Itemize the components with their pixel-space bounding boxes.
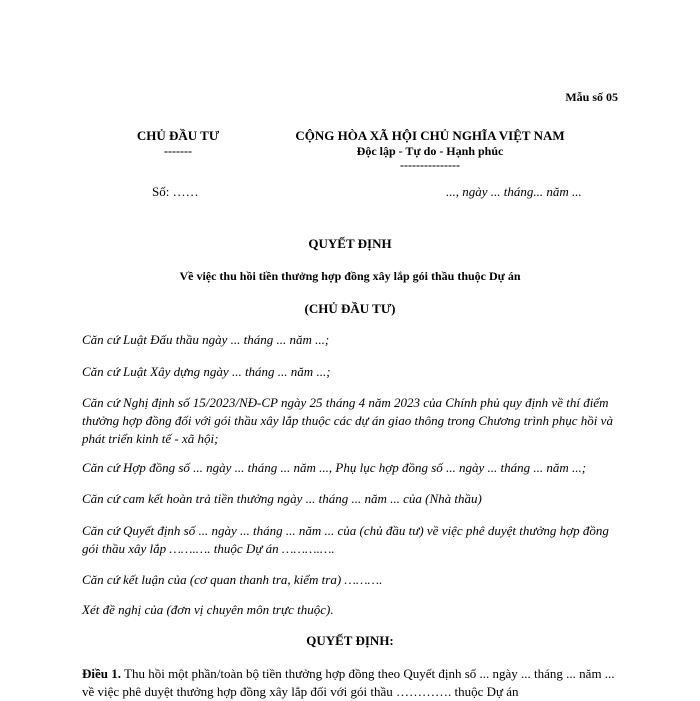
article-1-label: Điều 1. <box>82 666 121 681</box>
basis-paragraph: Căn cứ Luật Xây dựng ngày ... tháng ... năm ...; <box>82 364 331 379</box>
country-motto: Độc lập - Tự do - Hạnh phúc <box>356 144 504 158</box>
article-1-text: Thu hồi một phần/toàn bộ tiền thưởng hợp đồng theo Quyết định số ... ngày ... tháng ... năm ... về việc phê duyệt thưởng hợp đồng xây lắp đối với gói thầu …………. thuộc Dự án <box>82 666 615 699</box>
document-subject: Về việc thu hồi tiền thưởng hợp đồng xây lắp gói thầu thuộc Dự án <box>179 269 521 283</box>
basis-paragraph: Căn cứ kết luận của (cơ quan thanh tra, kiểm tra) ………. <box>82 572 383 587</box>
basis-paragraph: Căn cứ Luật Đấu thầu ngày ... tháng ... năm ...; <box>82 332 330 347</box>
document-title: QUYẾT ĐỊNH <box>308 236 392 251</box>
basis-paragraph: Căn cứ Hợp đồng số ... ngày ... tháng ... năm ..., Phụ lục hợp đồng số ... ngày ... tháng ... năm ...; <box>82 460 587 475</box>
issuer-name: CHỦ ĐẦU TƯ <box>136 128 220 143</box>
country-name: CỘNG HÒA XÃ HỘI CHỦ NGHĨA VIỆT NAM <box>295 128 565 143</box>
decision-heading: QUYẾT ĐỊNH: <box>306 633 394 648</box>
form-number: Mẫu số 05 <box>565 90 618 104</box>
basis-paragraph: Xét đề nghị của (đơn vị chuyên môn trực thuộc). <box>82 602 334 617</box>
article-1 <box>82 665 622 701</box>
place-date: ..., ngày ... tháng... năm ... <box>446 184 582 199</box>
basis-paragraph: Căn cứ Nghị định số 15/2023/NĐ-CP ngày 25 tháng 4 năm 2023 của Chính phủ quy định về thí điểm thưởng hợp đồng đối với gói thầu xây lắp thuộc các dự án giao thông trong Chương trình phục hồi và phát triển kinh tế - xã hội; <box>82 395 613 446</box>
basis-paragraph: Căn cứ cam kết hoàn trả tiền thưởng ngày ... tháng ... năm ... của (Nhà thầu) <box>82 491 482 506</box>
document-number: Số: …… <box>152 184 199 199</box>
motto-rule: --------------- <box>400 158 460 172</box>
basis-paragraph: Căn cứ Quyết định số ... ngày ... tháng ... năm ... của (chủ đầu tư) về việc phê duyệt thưởng hợp đồng gói thầu xây lắp …….…. thuộc Dự án ……….…. <box>82 523 609 556</box>
issuing-authority: (CHỦ ĐẦU TƯ) <box>304 301 396 316</box>
issuer-rule: ------- <box>164 144 192 158</box>
